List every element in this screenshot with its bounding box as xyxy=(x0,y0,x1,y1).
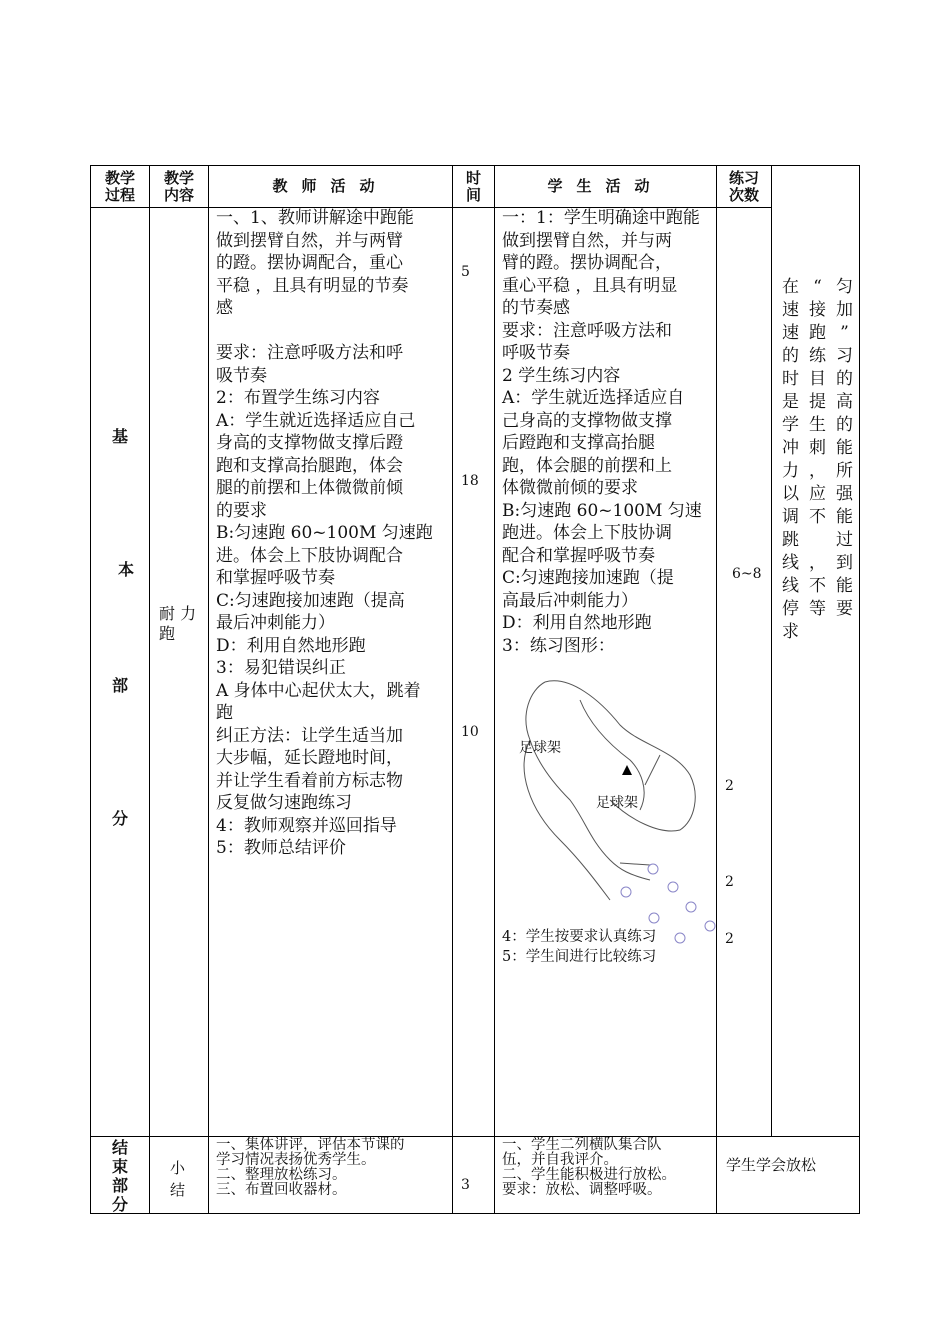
text-line: 跑 xyxy=(216,703,233,723)
end-content: 小 结 xyxy=(170,1159,186,1199)
direction-arrow-icon xyxy=(622,765,632,775)
text-line: 己身高的支撑物做支撑 xyxy=(502,410,672,431)
text-line: 呼吸节奏 xyxy=(502,343,570,363)
purpose-char: 的 xyxy=(836,369,853,389)
text-line: 最后冲刺能力） xyxy=(216,613,335,633)
route-left-curve xyxy=(524,740,610,900)
diagram-label-goal: 足球架 xyxy=(519,740,561,756)
text-line: 臂的蹬。摆协调配合， xyxy=(502,253,672,273)
text-line: 跑和支撑高抬腿跑，体会 xyxy=(216,455,403,476)
text-line: 要求：注意呼吸方法和 xyxy=(502,320,672,341)
purpose-char: 求 xyxy=(782,622,799,642)
text-line: 3：易犯错误纠正 xyxy=(216,658,346,678)
time-value: 5 xyxy=(461,264,470,280)
text-line: 要求：注意呼吸方法和呼 xyxy=(216,343,403,363)
text-line: 做到摆臂自然，并与两 xyxy=(502,230,672,251)
section-end-char: 束 xyxy=(112,1157,129,1176)
text-line: 后蹬跑和支撑高抬腿 xyxy=(502,433,655,453)
table-border-bottom xyxy=(90,1213,860,1214)
purpose-char: 速 xyxy=(782,300,799,320)
text-line: 4：教师观察并巡回指导 xyxy=(216,815,397,836)
text-line: 身高的支撑物做支撑后蹬 xyxy=(216,433,403,453)
text-line: 高最后冲刺能力） xyxy=(502,590,638,611)
col-line-1 xyxy=(149,165,150,1214)
purpose-char: 生 xyxy=(809,415,826,435)
header-time: 时 间 xyxy=(465,168,481,204)
text-line: 体微微前倾的要求 xyxy=(502,478,638,498)
purpose-char: 刺 xyxy=(809,438,826,458)
text-line: 的节奏感 xyxy=(502,298,570,318)
text-line xyxy=(216,320,433,343)
purpose-char: 是 xyxy=(782,392,799,412)
practice-count: 2 xyxy=(725,874,734,890)
end-section-divider xyxy=(90,1136,860,1137)
text-line: B:匀速跑 60~100M 匀速跑 xyxy=(216,523,433,543)
text-line: 感 xyxy=(216,298,233,318)
purpose-char xyxy=(806,621,829,644)
route-cross-line xyxy=(645,755,660,785)
section-basic-char: 部 xyxy=(112,676,129,695)
text-line: 一、集体讲评，评估本节课的 xyxy=(216,1137,405,1153)
col-line-7 xyxy=(859,165,860,1214)
text-line: 做到摆臂自然，并与两臂 xyxy=(216,230,403,251)
col-line-2 xyxy=(208,165,209,1214)
text-line: 一、学生二列横队集合队 xyxy=(502,1137,662,1153)
purpose-char: 所 xyxy=(836,461,853,481)
section-basic-char: 分 xyxy=(112,809,129,828)
purpose-char: 调 xyxy=(782,507,799,527)
end-time: 3 xyxy=(461,1177,470,1193)
purpose-char: 过 xyxy=(836,530,853,550)
purpose-char: 停 xyxy=(782,599,799,619)
purpose-char: 接 xyxy=(809,300,826,320)
col-line-3 xyxy=(452,165,453,1214)
text-line: 重心平稳 ，且具有明显 xyxy=(502,275,678,296)
text-line: 三、布置回收器材。 xyxy=(216,1182,347,1198)
purpose-char: 力 xyxy=(782,461,799,481)
purpose-char xyxy=(833,621,856,644)
purpose-char: 线 xyxy=(782,553,799,573)
header-content: 教学 内容 xyxy=(163,168,194,204)
purpose-char: 不 xyxy=(809,576,826,596)
text-line: 一：1：学生明确途中跑能 xyxy=(502,208,700,228)
purpose-char: 加 xyxy=(836,300,853,320)
section-end-char: 分 xyxy=(112,1195,129,1214)
content-endurance-run: 耐 力 跑 xyxy=(159,604,197,643)
route-outer-loop xyxy=(526,682,650,880)
purpose-char: 练 xyxy=(809,346,826,366)
purpose-char: 要 xyxy=(836,599,853,619)
text-line: 并让学生看着前方标志物 xyxy=(216,770,403,791)
text-line: D：利用自然地形跑 xyxy=(502,613,652,633)
text-line: 跑，体会腿的前摆和上 xyxy=(502,455,672,476)
purpose-char: 以 xyxy=(782,484,799,504)
col-line-4 xyxy=(494,165,495,1214)
purpose-char: 的 xyxy=(836,415,853,435)
purpose-char: 在 xyxy=(782,277,799,297)
section-end-char: 部 xyxy=(112,1176,129,1195)
text-line: C:匀速跑接加速跑（提 xyxy=(502,568,674,588)
purpose-char: 提 xyxy=(809,392,826,412)
text-line: D：利用自然地形跑 xyxy=(216,635,366,656)
text-line: 2：布置学生练习内容 xyxy=(216,388,380,408)
text-line: A：学生就近选择适应自 xyxy=(502,388,685,408)
purpose-char: 不 xyxy=(809,507,826,527)
text-line: 学习情况表扬优秀学生。 xyxy=(216,1152,376,1168)
purpose-char: 线 xyxy=(782,576,799,596)
text-line: 的要求 xyxy=(216,500,267,521)
end-count: 学生学会放松 xyxy=(726,1156,817,1174)
header-practice-count: 练习 次数 xyxy=(728,168,759,204)
header-teacher-activity: 教师活动 xyxy=(272,177,389,195)
purpose-column-text xyxy=(779,276,856,644)
purpose-char: 习 xyxy=(836,346,853,366)
purpose-char: 高 xyxy=(836,392,853,412)
text-line: 纠正方法：让学生适当加 xyxy=(216,725,403,746)
purpose-char: 应 xyxy=(809,484,826,504)
text-line: 伍，并自我评介。 xyxy=(502,1152,618,1168)
col-line-6 xyxy=(771,165,772,1136)
text-line: B:匀速跑 60~100M 匀速 xyxy=(502,500,702,521)
col-line-0 xyxy=(90,165,91,1214)
purpose-char: ， xyxy=(809,461,826,481)
text-line: 要求：放松、调整呼吸。 xyxy=(502,1182,662,1198)
text-line: 腿的前摆和上体微微前倾 xyxy=(216,478,403,498)
text-line: 进。体会上下肢协调配合 xyxy=(216,545,403,566)
purpose-char: 能 xyxy=(836,576,853,596)
text-line: 的蹬。摆协调配合，重心 xyxy=(216,253,403,273)
purpose-char xyxy=(806,529,829,552)
end-teacher-text xyxy=(216,1138,405,1198)
student-activity-text xyxy=(502,207,702,657)
text-line: 3：练习图形： xyxy=(502,635,615,656)
text-line: 一、1、教师讲解途中跑能 xyxy=(216,208,414,228)
purpose-char: 跳 xyxy=(782,530,799,550)
header-process: 教学 过程 xyxy=(104,168,135,204)
text-line: 吸节奏 xyxy=(216,365,267,386)
purpose-char: 时 xyxy=(782,369,799,389)
text-line: A 身体中心起伏太大，跳着 xyxy=(216,680,421,701)
text-line: 2 学生练习内容 xyxy=(502,365,621,386)
practice-route-diagram xyxy=(500,670,720,960)
section-basic-char: 本 xyxy=(118,560,135,579)
purpose-char: 的 xyxy=(782,346,799,366)
route-lower-line xyxy=(620,863,650,865)
text-line: 反复做匀速跑练习 xyxy=(216,793,352,813)
text-line: 5：教师总结评价 xyxy=(216,838,346,858)
end-student-text xyxy=(502,1138,676,1198)
purpose-char: 冲 xyxy=(782,438,799,458)
practice-count: 6~8 xyxy=(732,566,762,582)
text-line: 大步幅，延长蹬地时间， xyxy=(216,748,403,768)
text-line: 平稳 ，且具有明显的节奏 xyxy=(216,275,409,296)
purpose-char: 跑 xyxy=(809,323,826,343)
purpose-char: 等 xyxy=(809,599,826,619)
section-end-char: 结 xyxy=(112,1138,129,1157)
text-line: A：学生就近选择适应自己 xyxy=(216,410,416,431)
purpose-char: “ xyxy=(813,277,822,297)
time-value: 18 xyxy=(461,473,479,489)
purpose-char: 能 xyxy=(836,438,853,458)
text-line: 跑进。体会上下肢协调 xyxy=(502,523,672,543)
text-line: 二、整理放松练习。 xyxy=(216,1167,347,1183)
purpose-char: 学 xyxy=(782,415,799,435)
text-line: 二、学生能积极进行放松。 xyxy=(502,1167,676,1183)
diagram-label-goal: 足球架 xyxy=(596,795,638,811)
time-value: 10 xyxy=(461,724,479,740)
header-student-activity: 学生活动 xyxy=(547,177,664,195)
purpose-char: 匀 xyxy=(836,277,853,297)
purpose-char: ” xyxy=(840,323,849,343)
purpose-char: 强 xyxy=(836,484,853,504)
text-line: C:匀速跑接加速跑（提高 xyxy=(216,590,405,611)
purpose-char: ， xyxy=(809,553,826,573)
text-line: 配合和掌握呼吸节奏 xyxy=(502,545,655,566)
section-basic-char: 基 xyxy=(112,427,129,446)
text-line: 和掌握呼吸节奏 xyxy=(216,568,335,588)
purpose-char: 速 xyxy=(782,323,799,343)
student-activity-tail: 4：学生按要求认真练习 5：学生间进行比较练习 xyxy=(502,929,657,965)
practice-count: 2 xyxy=(725,931,734,947)
practice-count: 2 xyxy=(725,778,734,794)
purpose-char: 到 xyxy=(836,553,853,573)
purpose-char: 目 xyxy=(809,369,826,389)
teacher-activity-text xyxy=(216,207,433,860)
purpose-char: 能 xyxy=(836,507,853,527)
